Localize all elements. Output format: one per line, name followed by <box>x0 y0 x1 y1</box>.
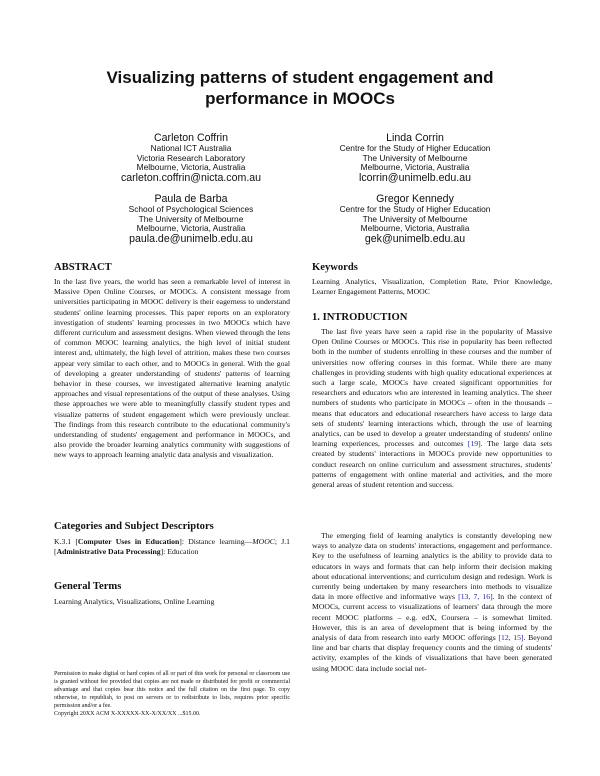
paper-title: Visualizing patterns of student engagement and performance in MOOCs <box>106 68 494 108</box>
author-name: Carleton Coffrin <box>154 132 228 144</box>
intro-paragraph-1: The last five years have seen a rapid rise in the popularity of Massive Open Online Courses or MOOCs. This rise in popularity has been reflected both in the number of students enrolling in these courses and the number of universities now offering courses in this format. While there are many challenges in providing students with high quality educational experiences at such a large scale, MOOCs have created significant opportunities for researchers and educators who are interested in learning analytics. The sheer numbers of students who participate in MOOCs – often in the thousands – means that educators and educational researchers have access to large data sets of students' learning interactions which, through the use of learning analytics, can be used to develop a greater understanding of students' online learning experiences, processes and outcomes [19]. The large data sets created by students' interactions in MOOCs provide new opportunities to conduct research on online curriculum and assessment structures, students' patterns of engagement with online material and activities, and the more general areas of student retention and success. <box>312 327 552 490</box>
author-affiliation: The University of Melbourne <box>138 213 244 224</box>
general-terms-text: Learning Analytics, Visualizations, Online Learning <box>54 597 215 606</box>
author-affiliation: Melbourne, Victoria, Australia <box>360 162 470 173</box>
intro-paragraph-2: The emerging field of learning analytics is constantly developing new ways to analyze data on students' interactions, engagement and performance. Key to the usefulness of learning analytics is the ability to provide data to educators in ways and formats that can help inform their decision making about educational interventions; and curriculum design and redesign. Work is currently being undertaken by many researchers into methods to visualize data in more effective and informative ways [13, 7, 16]. In the context of MOOCs, current access to visualizations of learners' data through the more recent MOOC platforms – e.g. edX, Coursera – is somewhat limited. However, this is an area of development that is being informed by the analysis of data from research into early MOOC offerings [12, 15]. Beyond line and bar charts that display frequency counts and the timing of students' activity, examples of the kinds of visualizations that have been generated using MOOC data include social net- <box>312 531 553 673</box>
author-name: Linda Corrin <box>386 132 444 144</box>
keywords-text: Learning Analytics, Visualization, Completion Rate, Prior Knowledge, Learner Engagement Patterns, MOOC <box>312 277 552 297</box>
author-affiliation: Melbourne, Victoria, Australia <box>136 223 246 234</box>
author-block-3 <box>81 193 301 245</box>
author-affiliation: School of Psychological Sciences <box>128 204 254 214</box>
author-email: carleton.coffrin@nicta.com.au <box>120 171 262 184</box>
categories-heading: Categories and Subject Descriptors <box>54 521 214 532</box>
author-affiliation: The University of Melbourne <box>362 152 468 163</box>
author-affiliation: Centre for the Study of Higher Education <box>339 143 491 153</box>
keywords-heading: Keywords <box>312 262 358 273</box>
author-email: paula.de@unimelb.edu.au <box>129 232 253 245</box>
permission-text: Permission to make digital or hard copies of all or part of this work for personal or classroom use is granted without fee provided that copies are not made or distributed for profit or commercial advantage and that copies bear this notice and the full citation on the first page. To copy otherwise, to republish, to post on servers or to redistribute to lists, requires prior specific permission and/or a fee. <box>54 671 290 710</box>
citation-link[interactable]: [19] <box>467 439 481 449</box>
abstract-text: In the last five years, the world has seen a remarkable level of interest in Massive Open Online Courses, or MOOCs. A consistent message from universities participating in MOOC delivery is their eagerness to understand students' online learning processes. This paper reports on an exploratory investigation of students' learning processes in two MOOCs which have different curriculum and assessment designs. When viewed through the lens of common MOOC learning analytics, the high level of initial student interest and, ultimately, the high level of attrition, makes these two courses appear very similar to each other, and to MOOCs in general. With the goal of developing a greater understanding of students' patterns of learning behavior in these courses, we investigated alternative learning analytic approaches and visual representations of the output of these analyses. Using these approaches we were able to meaningfully classify student types and visualize patterns of student engagement which were previously unclear. The findings from this research contribute to the educational community's understanding of students' engagement and performance in MOOCs, and also provide the broader learning analytics community with suggestions of new ways to approach learning analytic data analysis and visualization. <box>54 277 290 460</box>
permission-footnote <box>54 670 290 719</box>
author-block-2 <box>305 132 525 184</box>
author-affiliation: National ICT Australia <box>150 143 232 153</box>
author-affiliation: Melbourne, Victoria, Australia <box>360 223 470 234</box>
abstract-heading: ABSTRACT <box>54 262 112 273</box>
categories-text: K.3.1 [Computer Uses in Education]: Distance learning—MOOC; J.1 [Administrative Data Processing]: Education <box>54 537 291 557</box>
author-affiliation: Melbourne, Victoria, Australia <box>136 162 246 173</box>
author-block-1 <box>81 132 301 184</box>
citation-link[interactable]: [12, 15] <box>498 633 524 643</box>
author-email: gek@unimelb.edu.au <box>364 232 466 245</box>
author-name: Gregor Kennedy <box>376 193 454 205</box>
author-affiliation: The University of Melbourne <box>362 213 468 224</box>
introduction-heading: 1. INTRODUCTION <box>312 312 408 323</box>
citation-link[interactable]: [13, 7, 16] <box>458 592 493 602</box>
author-name: Paula de Barba <box>154 193 228 205</box>
author-affiliation: Victoria Research Laboratory <box>136 152 246 163</box>
copyright-text: Copyright 20XX ACM X-XXXXX-XX-X/XX/XX ...$15.00. <box>54 711 201 718</box>
general-terms-heading: General Terms <box>54 581 122 592</box>
author-block-4 <box>305 193 525 245</box>
author-email: lcorrin@unimelb.edu.au <box>358 171 472 184</box>
author-affiliation: Centre for the Study of Higher Education <box>339 204 491 214</box>
